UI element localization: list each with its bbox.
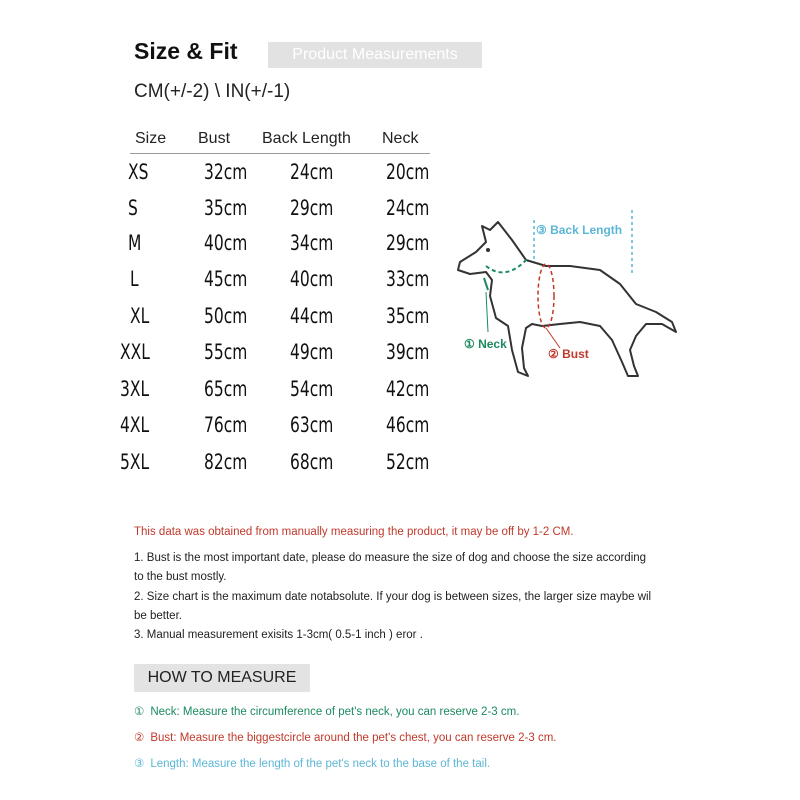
back-length-cell: 24cm <box>290 160 334 184</box>
neck-cell: 46cm <box>386 413 430 437</box>
back-length-cell: 40cm <box>290 267 334 291</box>
measure-neck-text: Neck: Measure the circumference of pet's neck, you can reserve 2-3 cm. <box>150 706 520 718</box>
measure-length-text: Length: Measure the length of the pet's neck to the base of the tail. <box>150 758 491 770</box>
size-cell: XXL <box>120 340 150 364</box>
bust-label: ② Bust <box>548 347 589 361</box>
note-1: 1. Bust is the most important date, please do measure the size of dog and choose the size according to the bust mostly. <box>134 552 647 583</box>
page-title: Size & Fit <box>134 38 238 64</box>
size-cell: XL <box>130 304 150 328</box>
bust-cell: 76cm <box>204 413 248 437</box>
column-header-neck: Neck <box>382 130 419 147</box>
circled-number-2: ② <box>134 732 145 744</box>
back-length-cell: 68cm <box>290 450 334 474</box>
size-cell: L <box>130 267 139 291</box>
back-length-cell: 34cm <box>290 231 334 255</box>
how-to-measure-heading: HOW TO MEASURE <box>134 664 310 692</box>
column-header-size: Size <box>135 130 167 147</box>
neck-label: ① Neck <box>464 337 507 351</box>
back-length-cell: 29cm <box>290 196 334 220</box>
bust-cell: 65cm <box>204 377 248 401</box>
circled-number-3: ③ <box>134 758 145 770</box>
bust-cell: 45cm <box>204 267 248 291</box>
note-3: 3. Manual measurement exisits 1-3cm( 0.5-1 inch ) eror . <box>134 629 423 641</box>
neck-cell: 20cm <box>386 160 430 184</box>
size-cell: XS <box>128 160 149 184</box>
column-header-back-length: Back Length <box>262 130 351 147</box>
neck-cell: 33cm <box>386 267 430 291</box>
neck-cell: 39cm <box>386 340 430 364</box>
bust-cell: 82cm <box>204 450 248 474</box>
size-cell: 3XL <box>120 377 150 401</box>
units-tolerance: CM(+/-2) \ IN(+/-1) <box>134 81 291 102</box>
measure-bust <box>134 730 557 744</box>
product-measurements-badge: Product Measurements <box>268 42 482 68</box>
neck-cell: 24cm <box>386 196 430 220</box>
neck-cell: 29cm <box>386 231 430 255</box>
neck-cell: 52cm <box>386 450 430 474</box>
size-cell: 5XL <box>120 450 150 474</box>
bust-cell: 35cm <box>204 196 248 220</box>
back-length-label: ③ Back Length <box>536 223 623 237</box>
circled-number-1: ① <box>134 706 145 718</box>
neck-cell: 35cm <box>386 304 430 328</box>
dog-measurement-diagram <box>450 200 680 390</box>
back-length-cell: 63cm <box>290 413 334 437</box>
note-2: 2. Size chart is the maximum date notabsolute. If your dog is between sizes, the larger size maybe wil be better. <box>134 591 652 622</box>
bust-cell: 55cm <box>204 340 248 364</box>
column-header-bust: Bust <box>198 130 231 147</box>
bust-cell: 32cm <box>204 160 248 184</box>
bust-cell: 50cm <box>204 304 248 328</box>
measure-length <box>134 756 490 770</box>
back-length-cell: 54cm <box>290 377 334 401</box>
header-divider <box>130 153 430 154</box>
size-cell: M <box>128 231 142 255</box>
bust-cell: 40cm <box>204 231 248 255</box>
neck-cell: 42cm <box>386 377 430 401</box>
back-length-cell: 49cm <box>290 340 334 364</box>
measurement-disclaimer: This data was obtained from manually measuring the product, it may be off by 1-2 CM. <box>134 526 574 538</box>
size-cell: 4XL <box>120 413 150 437</box>
measure-neck <box>134 704 519 718</box>
back-length-cell: 44cm <box>290 304 334 328</box>
size-cell: S <box>128 196 138 220</box>
measure-bust-text: Bust: Measure the biggestcircle around the pet's chest, you can reserve 2-3 cm. <box>150 732 557 744</box>
